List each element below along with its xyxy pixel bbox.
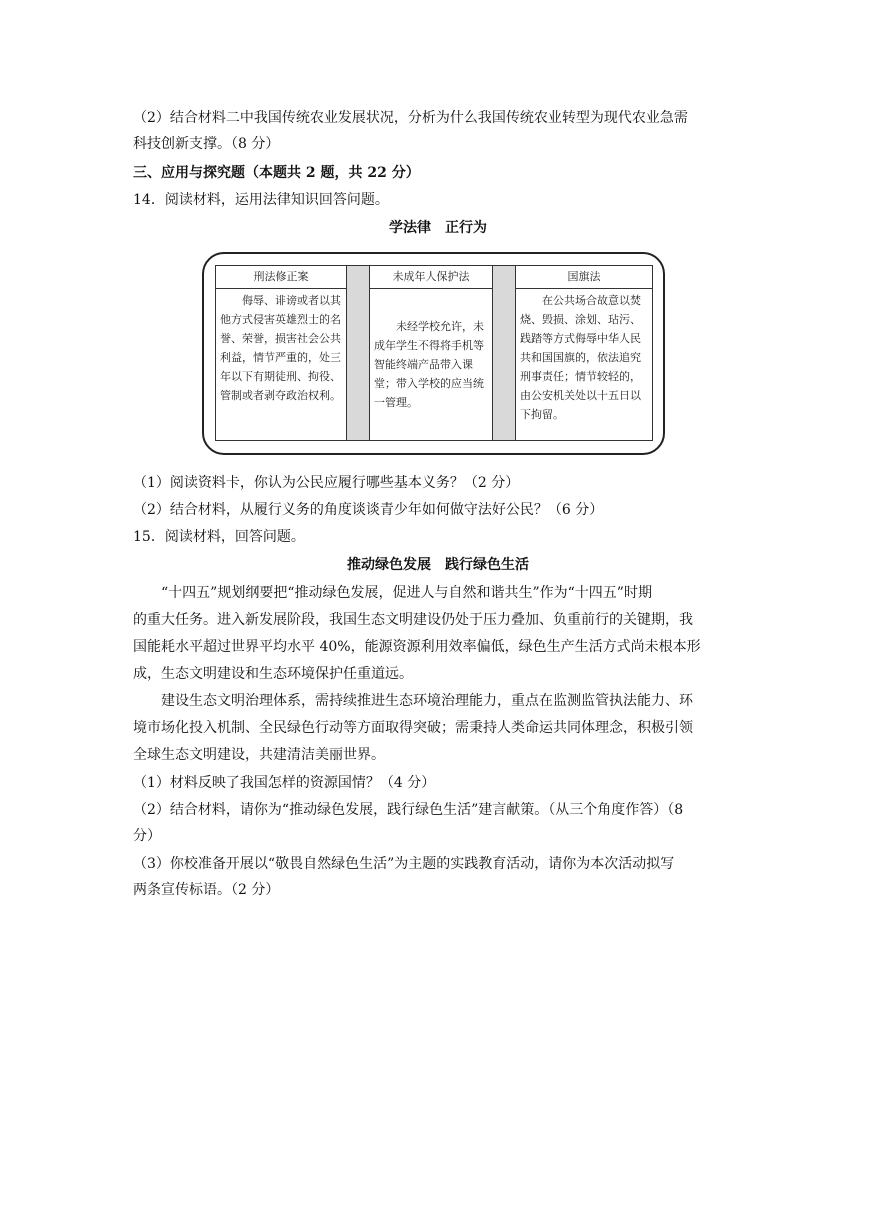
- law-card-minors: [369, 265, 493, 441]
- card-divider: [347, 265, 369, 441]
- q15-para1-line: “十四五”规划纲要把“推动绿色发展，促进人与自然和谐共生”作为“十四五”时期: [133, 585, 652, 601]
- q15-para2-line: 全球生态文明建设，共建清洁美丽世界。: [133, 747, 385, 763]
- law-card-body: 在公共场合故意以焚烧、毁损、涂划、玷污、践踏等方式侮辱中华人民共和国国旗的，依法追究刑事责任；情节较轻的，由公安机关处以十五日以下拘留。: [520, 294, 641, 421]
- q15-para1-line: 国能耗水平超过世界平均水平 40%，能源资源利用效率偏低，绿色生产生活方式尚未根本形: [133, 639, 701, 655]
- q15-prompt: 15．阅读材料，回答问题。: [133, 529, 305, 545]
- q15-para1-line: 成，生态文明建设和生态环境保护任重道远。: [133, 666, 413, 682]
- q15-title: 推动绿色发展 践行绿色生活: [347, 557, 529, 573]
- q13-part2-line2: 科技创新支撑。（8 分）: [133, 136, 280, 152]
- law-card-body: 未经学校允许，未成年学生不得将手机等智能终端产品带入课堂；带入学校的应当统一管理。: [374, 320, 484, 409]
- card-divider: [493, 265, 515, 441]
- q14-prompt: 14．阅读材料，运用法律知识回答问题。: [133, 192, 389, 208]
- q15-para2-line: 建设生态文明治理体系，需持续推进生态环境治理能力，重点在监测监管执法能力、环: [133, 693, 693, 709]
- q15-sub3-line1: （3）你校准备开展以“敬畏自然绿色生活”为主题的实践教育活动，请你为本次活动拟写: [133, 856, 675, 872]
- law-card-body: 侮辱、诽谤或者以其他方式侵害英雄烈士的名誉、荣誉，损害社会公共利益，情节严重的，处三年以下有期徒刑、拘役、管制或者剥夺政治权利。: [220, 294, 341, 402]
- section3-heading: 三、应用与探究题（本题共 2 题，共 22 分）: [133, 165, 420, 181]
- q15-para1-line: 的重大任务。进入新发展阶段，我国生态文明建设仍处于压力叠加、负重前行的关键期，我: [133, 612, 693, 628]
- law-card-header: 未成年人保护法: [370, 266, 492, 289]
- q15-sub2-line2: 分）: [133, 828, 161, 844]
- q14-sub2: （2）结合材料，从履行义务的角度谈谈青少年如何做守法好公民？（6 分）: [133, 502, 604, 518]
- law-card-criminal: [215, 265, 347, 441]
- law-card-header: 国旗法: [516, 266, 652, 289]
- q15-sub3-line2: 两条宣传标语。（2 分）: [133, 882, 280, 898]
- law-card-header: 刑法修正案: [216, 266, 346, 289]
- law-card-flag: [515, 265, 653, 441]
- q15-para2-line: 境市场化投入机制、全民绿色行动等方面取得突破；需秉持人类命运共同体理念，积极引领: [133, 720, 693, 736]
- q15-sub1: （1）材料反映了我国怎样的资源国情？（4 分）: [133, 775, 436, 791]
- q13-part2-line1: （2）结合材料二中我国传统农业发展状况，分析为什么我国传统农业转型为现代农业急需: [133, 110, 688, 126]
- q14-title: 学法律 正行为: [389, 220, 487, 236]
- q15-sub2-line1: （2）结合材料，请你为“推动绿色发展，践行绿色生活”建言献策。（从三个角度作答）（8: [133, 802, 684, 818]
- q14-sub1: （1）阅读资料卡，你认为公民应履行哪些基本义务？（2 分）: [133, 475, 520, 491]
